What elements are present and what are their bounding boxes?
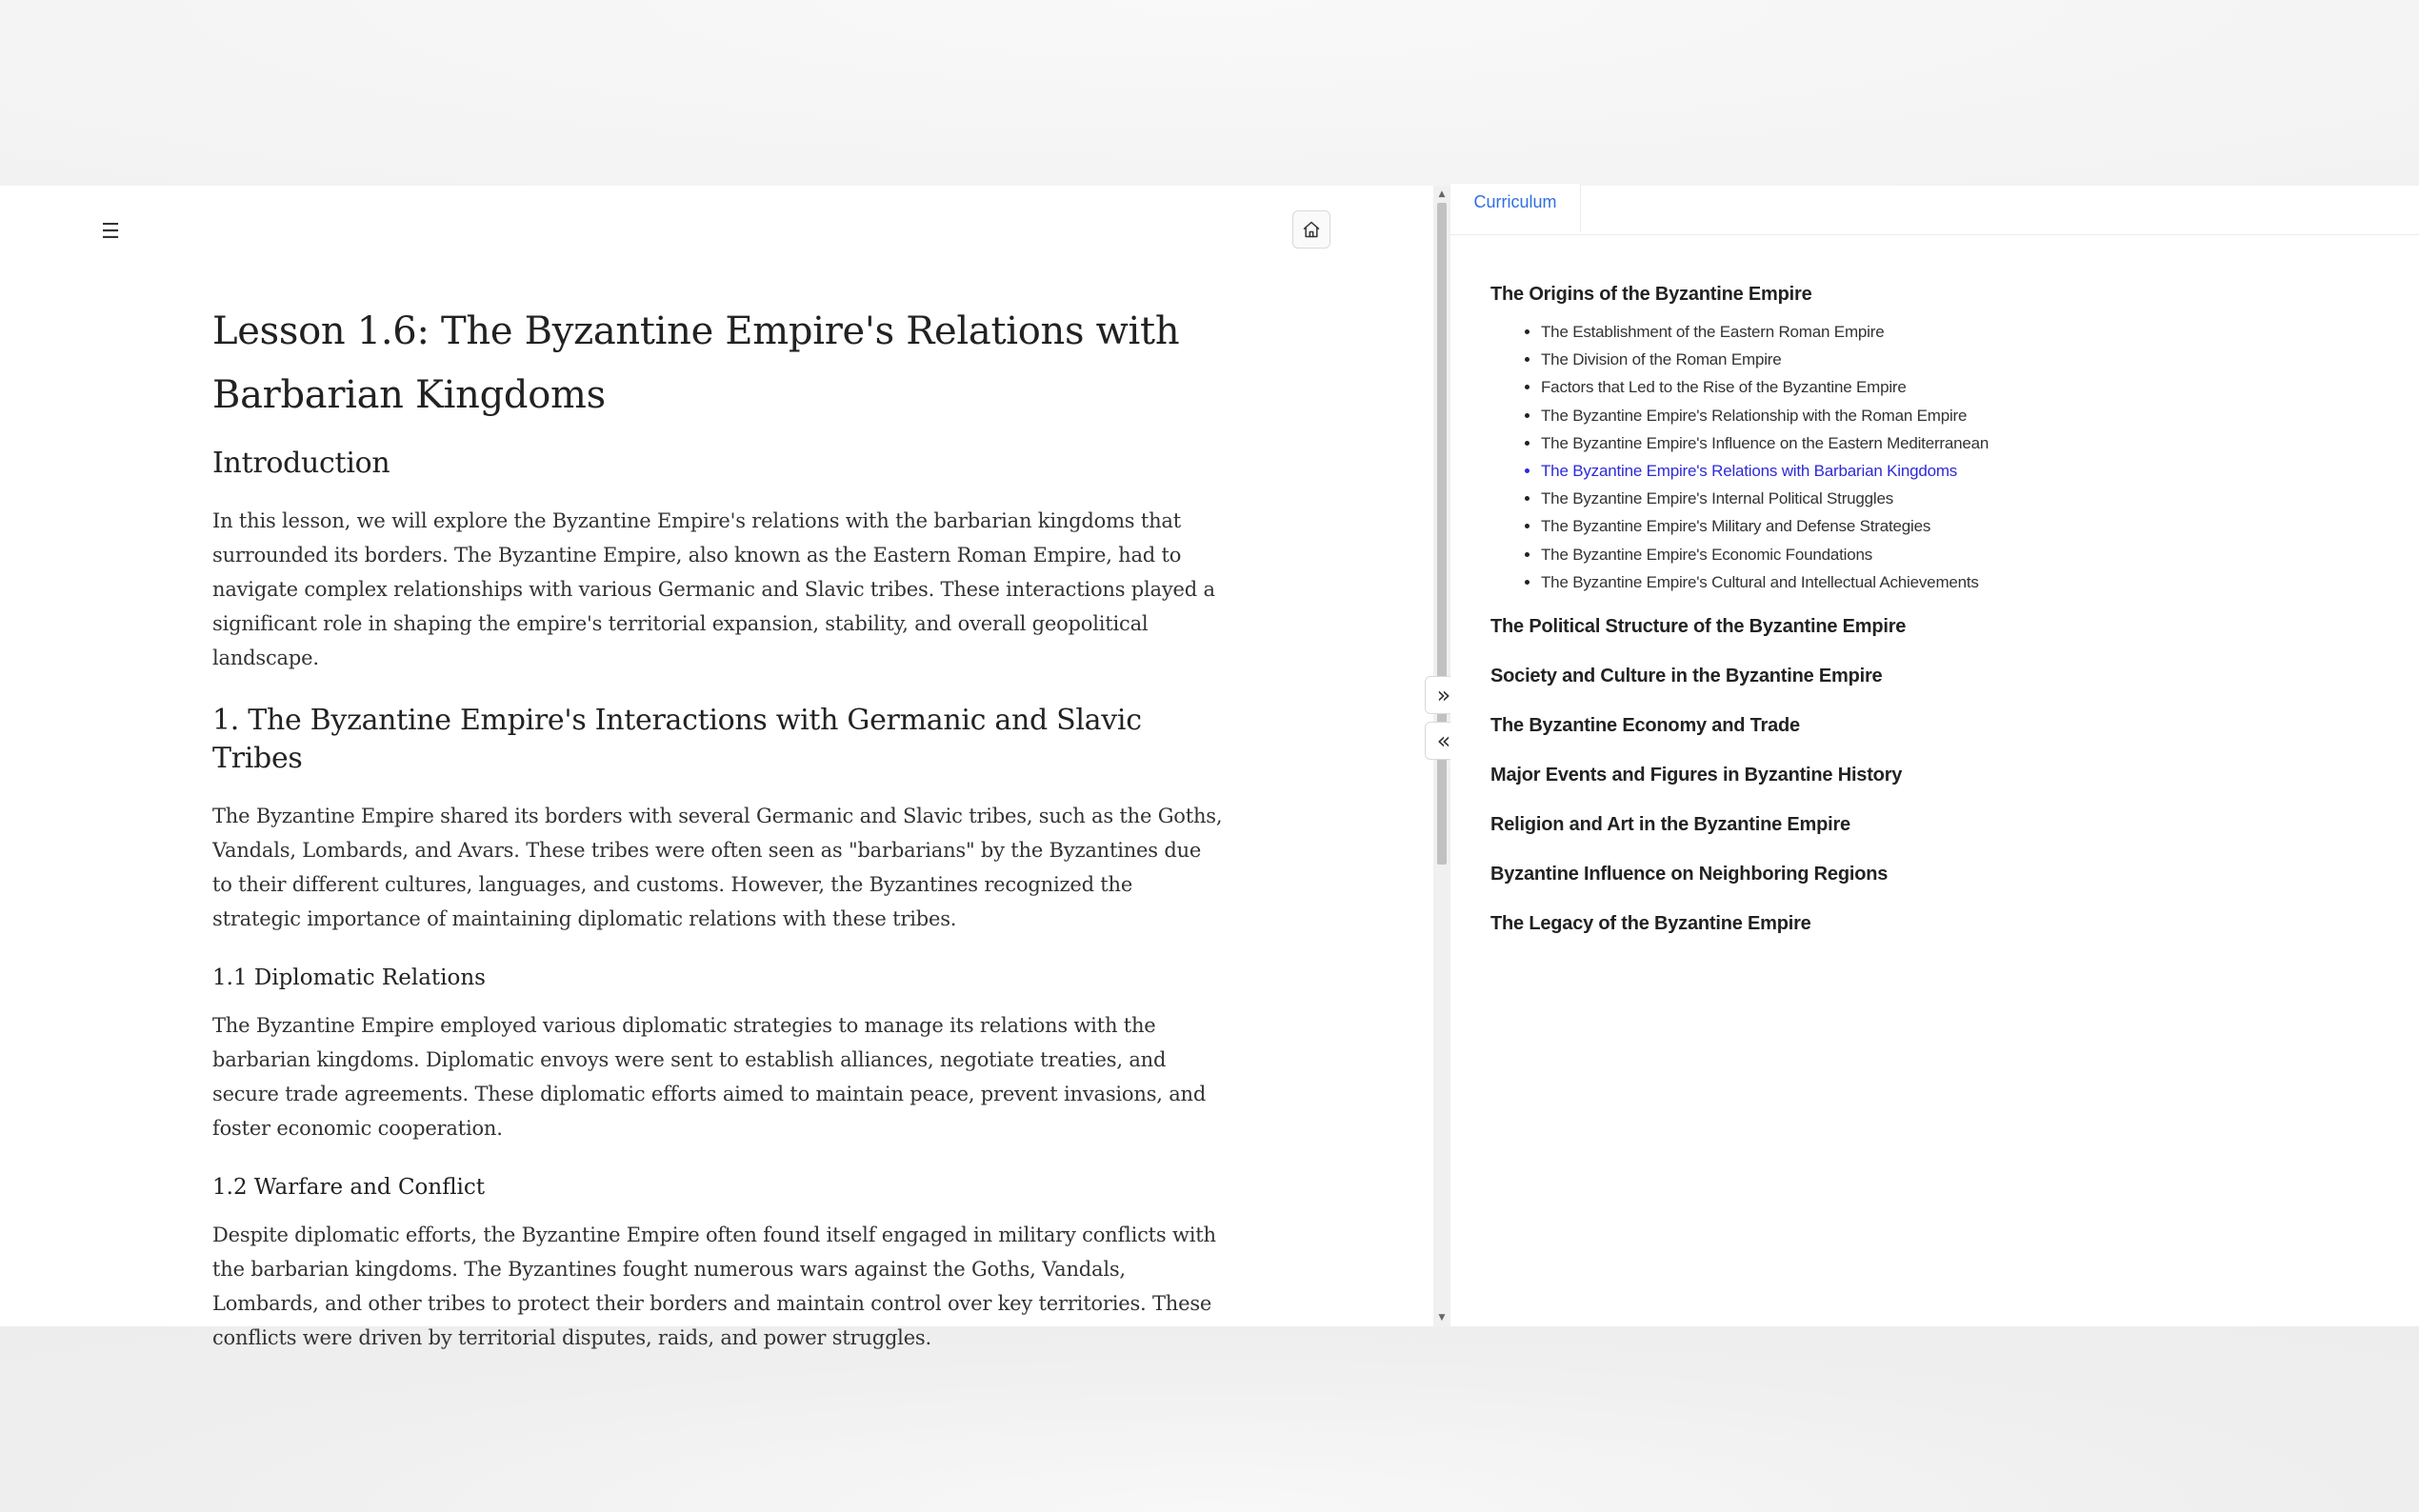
section-title-religion-art[interactable]: Religion and Art in the Byzantine Empire	[1490, 814, 1850, 836]
chevrons-left-icon: «	[1436, 727, 1451, 754]
curriculum-pane	[1450, 186, 2419, 1326]
scroll-down-arrow[interactable]: ▼	[1438, 1313, 1446, 1323]
menu-button[interactable]	[95, 216, 126, 247]
section-title-origins[interactable]: The Origins of the Byzantine Empire	[1490, 284, 1812, 305]
section-1-heading: 1. The Byzantine Empire's Interactions with Germanic and Slavic Tribes	[212, 704, 1142, 775]
app-window	[0, 186, 2419, 1349]
origins-lesson-list	[1490, 318, 2405, 596]
lesson-item[interactable]: • The Byzantine Empire's Internal Political Struggles	[1541, 485, 2405, 512]
lesson-article	[212, 300, 1227, 1382]
subsection-1-2-paragraph: Despite diplomatic efforts, the Byzantine Empire often found itself engaged in military conflicts with the barbarian kingdoms. The Byzantines fought numerous wars against the Goths, Vandals, Lombards, and other tribes to protect their borders and maintain control over key territories. These conflicts were driven by territorial disputes, raids, and power struggles.	[212, 1224, 1216, 1349]
tab-curriculum[interactable]	[1450, 184, 1581, 232]
curriculum-tabbar	[1450, 186, 2419, 235]
subsection-1-1-heading: 1.1 Diplomatic Relations	[212, 965, 486, 990]
section-title-society-culture[interactable]: Society and Culture in the Byzantine Empire	[1490, 666, 1883, 687]
backdrop-top	[0, 0, 2419, 186]
introduction-heading: Introduction	[212, 447, 390, 480]
lesson-pane	[0, 186, 1433, 1349]
section-title-political-structure[interactable]: The Political Structure of the Byzantine Empire	[1490, 616, 1907, 638]
lesson-item[interactable]: • Factors that Led to the Rise of the Byzantine Empire	[1541, 373, 2405, 401]
curriculum-section	[1490, 613, 2405, 640]
subsection-1-1-paragraph: The Byzantine Empire employed various diplomatic strategies to manage its relations with the barbarian kingdoms. Diplomatic envoys were sent to establish alliances, negotiate treaties, and secure trade agreements. These diplomatic efforts aimed to maintain peace, prevent invasions, and foster economic cooperation.	[212, 1014, 1207, 1140]
curriculum-section	[1490, 281, 2405, 596]
lesson-item-active[interactable]: • The Byzantine Empire's Relations with Barbarian Kingdoms	[1541, 457, 2405, 485]
section-title-economy-trade[interactable]: The Byzantine Economy and Trade	[1490, 715, 1800, 737]
lesson-item[interactable]: • The Byzantine Empire's Cultural and Intellectual Achievements	[1541, 568, 2405, 596]
tab-curriculum-label: Curriculum	[1473, 192, 1557, 211]
lesson-item[interactable]: • The Establishment of the Eastern Roman Empire	[1541, 318, 2405, 346]
section-title-legacy[interactable]: The Legacy of the Byzantine Empire	[1490, 913, 1811, 935]
introduction-paragraph: In this lesson, we will explore the Byzantine Empire's relations with the barbarian kingdoms that surrounded its borders. The Byzantine Empire, also known as the Eastern Roman Empire, had to navigate complex relationships with various Germanic and Slavic tribes. These interactions played a significant role in shaping the empire's territorial expansion, stability, and overall geopolitical landscape.	[212, 509, 1215, 669]
curriculum-section	[1490, 910, 2405, 937]
lesson-item[interactable]: • The Byzantine Empire's Military and Defense Strategies	[1541, 512, 2405, 540]
section-title-influence[interactable]: Byzantine Influence on Neighboring Regions	[1490, 864, 1889, 885]
scroll-up-arrow[interactable]: ▲	[1438, 189, 1446, 199]
lesson-item[interactable]: • The Byzantine Empire's Relationship with the Roman Empire	[1541, 402, 2405, 429]
section-title-major-events[interactable]: Major Events and Figures in Byzantine History	[1490, 765, 1903, 786]
lesson-item[interactable]: • The Byzantine Empire's Economic Foundations	[1541, 541, 2405, 568]
lesson-item[interactable]: • The Byzantine Empire's Influence on the Eastern Mediterranean	[1541, 429, 2405, 457]
curriculum-list	[1490, 281, 2405, 960]
curriculum-section	[1490, 762, 2405, 788]
subsection-1-2-heading: 1.2 Warfare and Conflict	[212, 1175, 486, 1200]
curriculum-section	[1490, 861, 2405, 887]
home-button[interactable]	[1292, 210, 1330, 249]
curriculum-section	[1490, 663, 2405, 689]
scroll-thumb[interactable]	[1437, 203, 1447, 865]
lesson-item[interactable]: • The Division of the Roman Empire	[1541, 346, 2405, 373]
curriculum-section	[1490, 811, 2405, 838]
lesson-title: Lesson 1.6: The Byzantine Empire's Relations with Barbarian Kingdoms	[212, 309, 1180, 417]
section-1-paragraph: The Byzantine Empire shared its borders with several Germanic and Slavic tribes, such as the Goths, Vandals, Lombards, and Avars. These tribes were often seen as "barbarians" by the Byzantines due to their different cultures, languages, and customs. However, the Byzantines recognized the strategic importance of maintaining diplomatic relations with these tribes.	[212, 805, 1223, 930]
home-icon	[1302, 220, 1321, 239]
curriculum-section	[1490, 712, 2405, 739]
hamburger-icon: ☰	[101, 219, 120, 244]
chevrons-right-icon: »	[1436, 682, 1451, 708]
